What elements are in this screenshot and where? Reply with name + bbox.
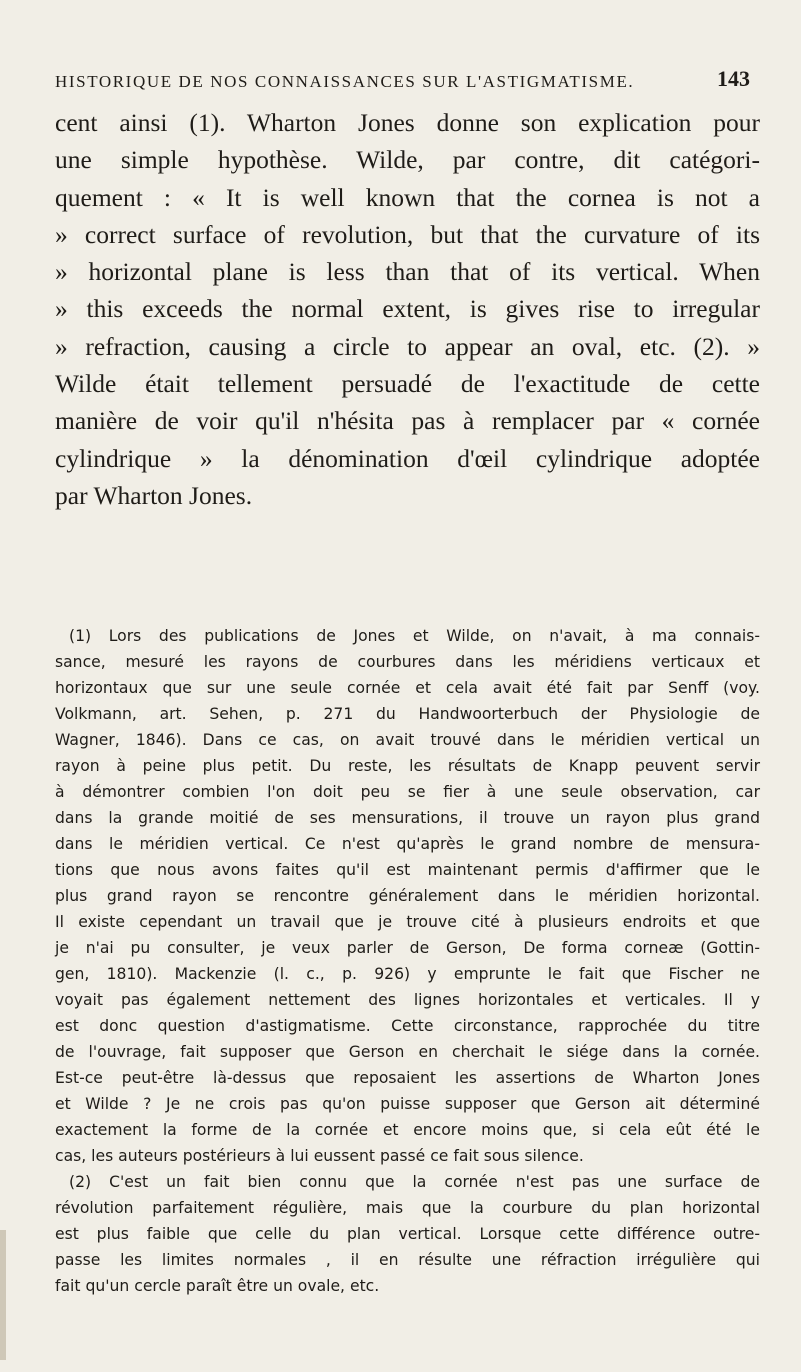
footnote-line: passe les limites normales , il en résulte une réfraction irrégulière qui [55, 1251, 760, 1269]
text-line: quement : « It is well known that the cornea is not a [55, 182, 760, 212]
text-line: par Wharton Jones. [55, 480, 253, 510]
footnote-line: (2) C'est un fait bien connu que la cornée n'est pas une surface de [69, 1173, 760, 1191]
footnote-line: révolution parfaitement régulière, mais que la courbure du plan horizontal [55, 1199, 760, 1217]
page-edge-shadow [0, 1230, 6, 1360]
footnote-1 [55, 623, 760, 1169]
text-line: Wilde était tellement persuadé de l'exactitude de cette [55, 369, 760, 399]
footnote-line: gen, 1810). Mackenzie (l. c., p. 926) y emprunte le fait que Fischer ne [55, 965, 760, 983]
footnote-line: horizontaux que sur une seule cornée et cela avait été fait par Senff (voy. [55, 679, 760, 697]
footnote-line: Est-ce peut-être là-dessus que reposaient les assertions de Wharton Jones [55, 1069, 760, 1087]
footnote-line: cas, les auteurs postérieurs à lui eussent passé ce fait sous silence. [55, 1147, 584, 1165]
text-line: » correct surface of revolution, but that the curvature of its [55, 219, 760, 249]
footnote-line: tions que nous avons faites qu'il est maintenant permis d'affirmer que le [55, 861, 760, 879]
text-line: cylindrique » la dénomination d'œil cylindrique adoptée [55, 443, 760, 473]
footnote-line: Il existe cependant un travail que je trouve cité à plusieurs endroits et que [55, 913, 760, 931]
footnote-line: dans la grande moitié de ses mensurations, il trouve un rayon plus grand [55, 809, 760, 827]
footnote-line: Volkmann, art. Sehen, p. 271 du Handwoorterbuch der Physiologie de [55, 705, 760, 723]
footnote-line: je n'ai pu consulter, je veux parler de Gerson, De forma corneæ (Gottin- [55, 939, 760, 957]
text-line: une simple hypothèse. Wilde, par contre, dit catégori- [55, 145, 760, 175]
text-line: cent ainsi (1). Wharton Jones donne son explication pour [55, 108, 760, 137]
footnote-line: dans le méridien vertical. Ce n'est qu'après le grand nombre de mensura- [55, 835, 760, 853]
footnote-line: de l'ouvrage, fait supposer que Gerson en cherchait le siége dans la cornée. [55, 1043, 760, 1061]
footnote-line: Wagner, 1846). Dans ce cas, on avait trouvé dans le méridien vertical un [55, 731, 760, 749]
footnote-line: plus grand rayon se rencontre généralement dans le méridien horizontal. [55, 887, 760, 905]
text-line: » horizontal plane is less than that of its vertical. When [55, 257, 760, 287]
footnote-line: exactement la forme de la cornée et encore moins que, si cela eût été le [55, 1121, 760, 1139]
footnote-line: voyait pas également nettement des lignes horizontales et verticales. Il y [55, 991, 760, 1009]
footnote-line: et Wilde ? Je ne crois pas qu'on puisse supposer que Gerson ait déterminé [55, 1095, 760, 1113]
main-text [55, 104, 760, 514]
footnote-line: rayon à peine plus petit. Du reste, les résultats de Knapp peuvent servir [55, 757, 760, 775]
text-line: » refraction, causing a circle to appear an oval, etc. (2). » [55, 331, 760, 361]
footnote-line: est plus faible que celle du plan vertical. Lorsque cette différence outre- [55, 1225, 760, 1243]
page-number: 143 [717, 66, 750, 91]
footnote-2 [55, 1169, 760, 1299]
footnote-line: est donc question d'astigmatisme. Cette circonstance, rapprochée du titre [55, 1017, 760, 1035]
footnote-line: à démontrer combien l'on doit peu se fier à une seule observation, car [55, 783, 760, 801]
text-line: » this exceeds the normal extent, is gives rise to irregular [55, 294, 760, 324]
footnote-line: sance, mesuré les rayons de courbures dans les méridiens verticaux et [55, 653, 760, 671]
footnotes [55, 623, 760, 1299]
footnote-line: (1) Lors des publications de Jones et Wilde, on n'avait, à ma connais- [69, 627, 760, 645]
footnote-line: fait qu'un cercle paraît être un ovale, etc. [55, 1277, 380, 1295]
running-title: HISTORIQUE DE NOS CONNAISSANCES SUR L'ASTIGMATISME. [55, 72, 635, 91]
text-line: manière de voir qu'il n'hésita pas à remplacer par « cornée [55, 406, 760, 436]
